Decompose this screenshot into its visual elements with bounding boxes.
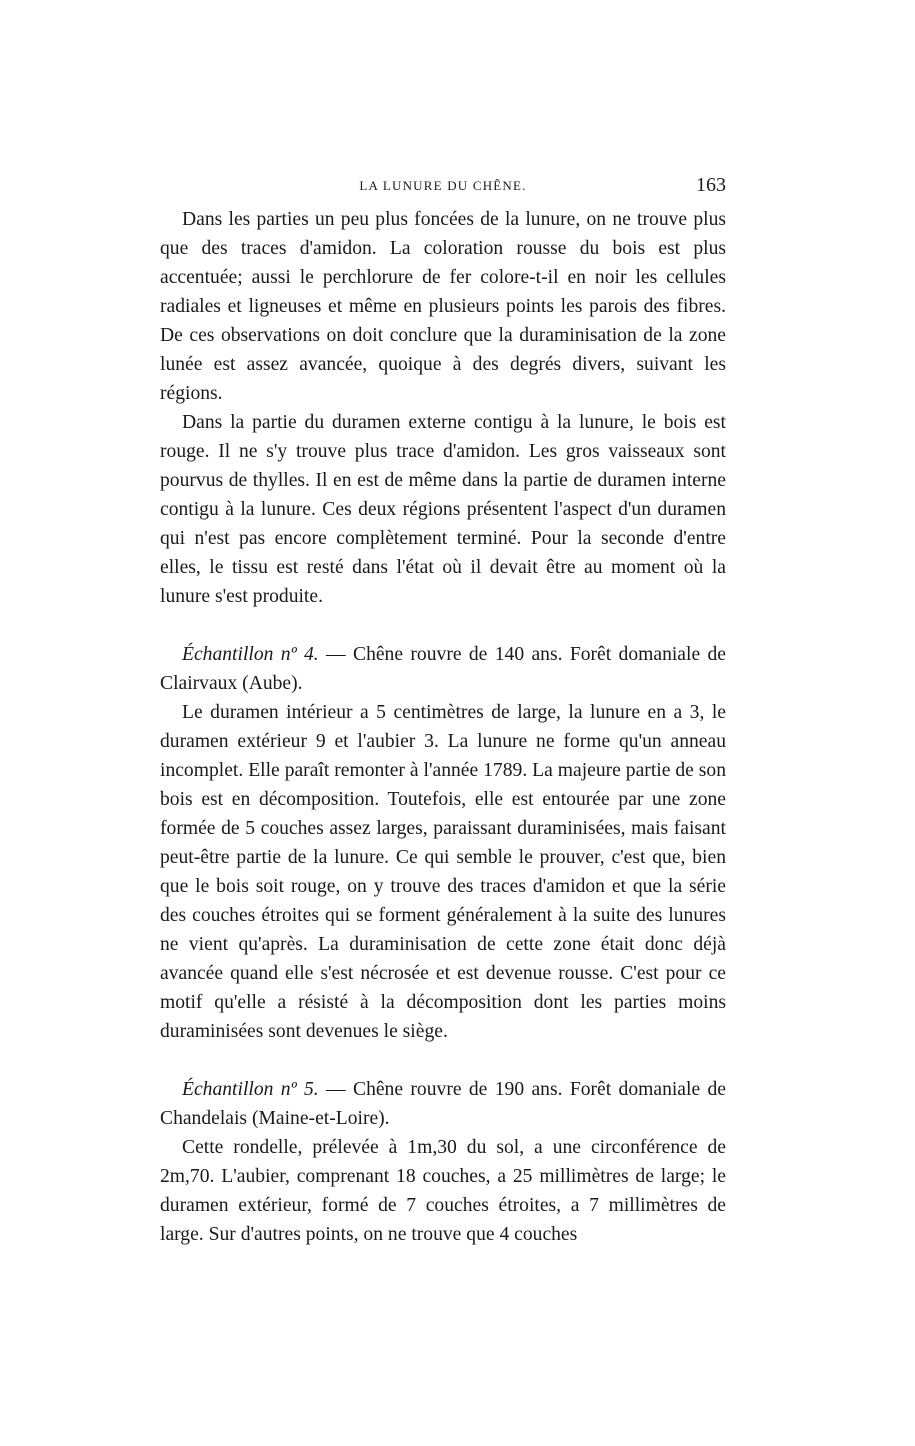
paragraph-starch-traces: Dans les parties un peu plus foncées de la lunure, on ne trouve plus que des traces d'amidon. La coloration rousse du bois est plus accentuée; aussi le perchlorure de fer colore-t-il en noir les cellules radiales et ligneuses et même en plusieurs points les parois des fibres. De ces observations on doit conclure que la duraminisation de la zone lunée est assez avancée, quoique à des degrés divers, suivant les régions. xyxy=(160,209,726,404)
paragraph-sample-4: Le duramen intérieur a 5 centimètres de large, la lunure en a 3, le duramen extérieur 9 et l'aubier 3. La lunure ne forme qu'un anneau incomplet. Elle paraît remonter à l'année 1789. La majeure partie de son bois est en décomposition. Toutefois, elle est entourée par une zone formée de 5 couches assez larges, paraissant duraminisées, mais faisant peut-être partie de la lunure. Ce qui semble le prouver, c'est que, bien que le bois soit rouge, on y trouve des traces d'amidon et que la série des couches étroites qui se forment généralement à la suite des lunures ne vient qu'après. La duraminisation de cette zone était donc déjà avancée quand elle s'est nécrosée et est devenue rousse. C'est pour ce motif qu'elle a résisté à la décomposition dont les parties moins duraminisées sont devenues le siège. xyxy=(160,702,726,1042)
sample-4-heading xyxy=(160,640,726,698)
sample-5-description: — Chêne rouvre de 190 ans. Forêt domaniale de Chandelais (Maine-et-Loire). xyxy=(160,1079,726,1129)
body-text xyxy=(160,205,726,1249)
sample-5-heading xyxy=(160,1075,726,1133)
running-title: LA LUNURE DU CHÊNE. xyxy=(359,178,527,193)
sample-5-title: Échantillon nº 5. xyxy=(182,1079,319,1100)
paragraph-sample-5: Cette rondelle, prélevée à 1m,30 du sol, a une circonférence de 2m,70. L'aubier, comprenant 18 couches, a 25 millimètres de large; le duramen extérieur, formé de 7 couches étroites, a 7 millimètres de large. Sur d'autres points, on ne trouve que 4 couches xyxy=(160,1137,726,1245)
paragraph-external-duramen: Dans la partie du duramen externe contigu à la lunure, le bois est rouge. Il ne s'y trouve plus trace d'amidon. Les gros vaisseaux sont pourvus de thylles. Il en est de même dans la partie de duramen interne contigu à la lunure. Ces deux régions présentent l'aspect d'un duramen qui n'est pas encore complètement terminé. Pour la seconde d'entre elles, le tissu est resté dans l'état où il devait être au moment où la lunure s'est produite. xyxy=(160,412,726,607)
sample-4-title: Échantillon nº 4. xyxy=(182,644,319,665)
running-head xyxy=(160,176,726,202)
page-number: 163 xyxy=(696,174,726,196)
sample-4-description: — Chêne rouvre de 140 ans. Forêt domaniale de Clairvaux (Aube). xyxy=(160,644,726,694)
